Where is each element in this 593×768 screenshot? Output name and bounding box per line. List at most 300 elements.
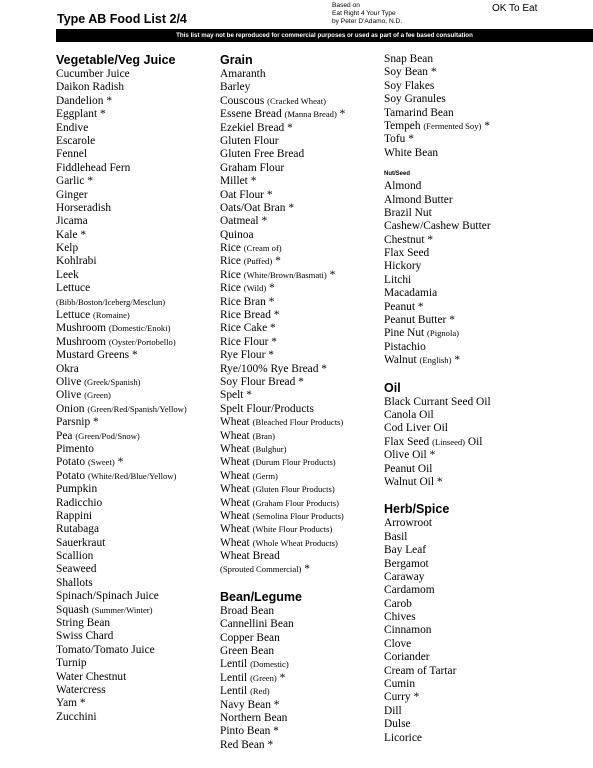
star-marker: *	[484, 119, 490, 132]
food-name: Olive	[56, 375, 82, 388]
food-item	[220, 376, 382, 389]
food-item	[56, 309, 216, 322]
food-item	[384, 651, 584, 664]
food-item	[56, 657, 216, 670]
star-marker: *	[449, 314, 455, 327]
food-item	[384, 463, 584, 476]
food-item	[384, 247, 584, 260]
food-name: Tofu	[384, 133, 406, 146]
food-name: Litchi	[384, 273, 412, 286]
star-marker: *	[288, 201, 295, 214]
food-item	[384, 732, 584, 745]
food-name: Rye Flour	[220, 349, 266, 362]
food-item	[56, 590, 216, 603]
food-qualifier: (Manna Bread)	[284, 109, 337, 120]
food-item	[56, 443, 216, 456]
food-item	[56, 81, 216, 94]
food-name: Oatmeal	[220, 215, 259, 228]
food-name: Mustard Greens	[56, 349, 130, 362]
food-name: Soy Flour Bread	[220, 375, 296, 388]
star-marker: *	[261, 215, 268, 228]
food-qualifier: (Puffed)	[243, 256, 273, 267]
food-name: Rappini	[56, 509, 93, 522]
food-name: Soy Flakes	[384, 79, 435, 92]
food-qualifier: (Germ)	[252, 470, 278, 481]
food-qualifier: (White/Red/Blue/Yellow)	[87, 470, 177, 481]
food-qualifier: (White/Brown/Basmati)	[243, 269, 327, 280]
food-item	[56, 376, 216, 389]
food-item	[56, 336, 216, 349]
source-credit	[332, 2, 402, 27]
food-item	[220, 108, 382, 121]
food-name: Cumin	[384, 678, 416, 691]
food-name: String Bean	[56, 617, 111, 630]
food-qualifier: (Bran)	[252, 430, 276, 441]
food-item	[384, 314, 584, 327]
food-name: Swiss Chard	[56, 630, 114, 643]
star-marker: *	[339, 108, 346, 121]
food-qualifier: (Durum Flour Products)	[252, 457, 336, 468]
food-qualifier: (Summer/Winter)	[91, 604, 153, 615]
food-item	[384, 678, 584, 691]
food-name: Wheat	[220, 483, 250, 496]
star-marker: *	[298, 375, 304, 388]
food-item	[220, 175, 382, 188]
food-item	[384, 147, 584, 160]
food-name: Potato	[56, 456, 86, 469]
food-name: Watercress	[56, 683, 106, 696]
page-title: Type AB Food List 2/4	[57, 12, 187, 26]
food-name: Rice Bread	[220, 309, 271, 322]
food-item	[220, 389, 382, 402]
food-name: Olive Oil	[384, 449, 427, 462]
food-item	[56, 68, 216, 81]
food-name: Essene Bread	[220, 108, 282, 121]
food-item	[220, 242, 382, 255]
food-item	[384, 436, 584, 449]
food-item	[384, 544, 584, 557]
food-name: Eggplant	[56, 108, 98, 121]
food-item	[220, 81, 382, 94]
food-item	[384, 665, 584, 678]
food-item	[220, 296, 382, 309]
food-name: Parsnip	[56, 416, 91, 429]
food-item	[56, 483, 216, 496]
star-marker: *	[408, 133, 414, 146]
star-marker: *	[273, 309, 280, 322]
star-marker: *	[87, 175, 94, 188]
food-name: Shallots	[56, 576, 93, 589]
food-item	[56, 349, 216, 362]
food-name: Wheat	[220, 469, 250, 482]
food-qualifier: (Gluten Flour Products)	[252, 484, 335, 495]
food-qualifier: (Green)	[84, 390, 111, 401]
food-name: Basil	[384, 530, 408, 543]
food-name: Mushroom	[56, 335, 106, 348]
food-item	[56, 122, 216, 135]
food-name: Almond	[384, 180, 422, 193]
food-name: Soy Granules	[384, 93, 446, 106]
food-item	[384, 234, 584, 247]
food-qualifier: (Red)	[250, 686, 270, 697]
food-item	[56, 604, 216, 617]
food-item	[384, 354, 584, 367]
food-qualifier: (Domestic)	[250, 659, 289, 670]
food-item	[384, 422, 584, 435]
food-name: Ginger	[56, 188, 88, 201]
food-name: Kale	[56, 228, 78, 241]
food-item	[220, 309, 382, 322]
food-item	[384, 409, 584, 422]
food-name: Ezekiel Bread	[220, 121, 285, 134]
food-item	[56, 523, 216, 536]
food-name: Couscous	[220, 94, 265, 107]
section-heading-grain: Grain	[220, 53, 253, 67]
food-name: Wheat	[220, 496, 250, 509]
star-marker: *	[429, 449, 436, 462]
food-item	[220, 443, 382, 456]
food-item	[384, 558, 584, 571]
food-item	[56, 95, 216, 108]
star-marker: *	[267, 738, 274, 751]
food-qualifier: (Green/Red/Spanish/Yellow)	[87, 403, 187, 414]
food-item	[384, 584, 584, 597]
food-name: Wheat	[220, 429, 250, 442]
food-qualifier: (Oyster/Portobello)	[108, 336, 176, 347]
food-item	[384, 93, 584, 106]
food-name: Canola Oil	[384, 408, 434, 421]
food-column-2	[220, 52, 382, 752]
food-item	[220, 712, 382, 725]
food-qualifier: (Sprouted Commercial)	[220, 564, 302, 575]
food-name: Tomato/Tomato Juice	[56, 643, 155, 656]
food-name: Cannellini Bean	[220, 618, 294, 631]
star-marker: *	[273, 725, 279, 738]
food-name: Seaweed	[56, 563, 97, 576]
food-item	[56, 162, 216, 175]
food-name: Scallion	[56, 550, 94, 563]
food-item	[56, 630, 216, 643]
food-item	[56, 189, 216, 202]
star-marker: *	[246, 389, 252, 402]
food-name: Cucumber Juice	[56, 68, 130, 80]
star-marker: *	[436, 475, 443, 488]
food-item	[384, 517, 584, 530]
food-name: Bergamot	[384, 557, 429, 570]
food-item	[220, 699, 382, 712]
food-name: Caraway	[384, 570, 425, 583]
food-item	[384, 327, 584, 340]
food-item	[384, 531, 584, 544]
food-qualifier: (English)	[419, 355, 452, 366]
star-marker: *	[131, 349, 138, 362]
food-qualifier: (Bibb/Boston/Iceberg/Mesclun)	[56, 296, 166, 307]
food-item	[220, 523, 382, 536]
food-item	[56, 322, 216, 335]
food-name: Bay Leaf	[384, 544, 427, 557]
food-item	[220, 645, 382, 658]
food-name: Kelp	[56, 242, 79, 255]
food-qualifier: (Cream of)	[243, 243, 282, 254]
food-name: Water Chestnut	[56, 670, 127, 683]
star-marker: *	[266, 188, 273, 201]
food-name: Fennel	[56, 148, 88, 161]
food-item	[220, 148, 382, 161]
food-item	[56, 202, 216, 215]
food-name: Walnut Oil	[384, 475, 435, 488]
food-item	[220, 685, 382, 698]
food-item	[220, 403, 382, 416]
food-item	[220, 456, 382, 469]
food-name: Rice	[220, 268, 241, 281]
food-name: Jicama	[56, 215, 88, 228]
food-name: Lentil	[220, 658, 248, 671]
source-credit-line: Eat Right 4 Your Type	[332, 10, 396, 18]
food-item	[384, 274, 584, 287]
food-name: Wheat	[220, 523, 250, 536]
star-marker: *	[99, 108, 106, 121]
food-item	[220, 632, 382, 645]
star-marker: *	[93, 416, 99, 429]
food-item	[56, 148, 216, 161]
food-column-1	[56, 52, 216, 724]
food-qualifier: (Romaine)	[93, 310, 130, 321]
food-qualifier: (Cracked Wheat)	[267, 95, 326, 106]
food-item	[384, 301, 584, 314]
food-name: Lentil	[220, 685, 248, 698]
food-qualifier: (Semolina Flour Products)	[252, 510, 344, 521]
food-name: Spelt	[220, 389, 244, 402]
food-name: Lentil	[220, 671, 248, 684]
food-item	[384, 53, 584, 66]
source-credit-line: Based on	[332, 2, 360, 9]
food-item	[220, 336, 382, 349]
food-name: Horseradish	[56, 201, 112, 214]
star-marker: *	[321, 362, 327, 375]
food-item	[56, 416, 216, 429]
food-name: Onion	[56, 402, 85, 415]
star-marker: *	[250, 175, 257, 188]
food-name: Black Currant Seed Oil	[384, 395, 491, 408]
food-item	[220, 618, 382, 631]
food-item	[56, 135, 216, 148]
food-name: Garlic	[56, 175, 85, 188]
food-item	[220, 349, 382, 362]
food-name: Northern Bean	[220, 711, 288, 724]
star-marker: *	[287, 121, 293, 134]
food-item	[220, 122, 382, 135]
food-item	[384, 718, 584, 731]
food-item	[220, 725, 382, 738]
food-name: Spelt Flour/Products	[220, 402, 314, 415]
food-qualifier: (Linseed)	[432, 436, 466, 447]
food-name: Dill	[384, 704, 402, 717]
food-name: Squash	[56, 603, 89, 616]
food-item	[220, 202, 382, 215]
food-name: Walnut	[384, 354, 417, 367]
food-qualifier: (Domestic/Enoki)	[108, 323, 171, 334]
food-item	[56, 108, 216, 121]
food-name: Rice	[220, 255, 241, 268]
food-name: Millet	[220, 175, 248, 188]
section-spacer	[384, 368, 584, 380]
food-item	[56, 255, 216, 268]
food-name: Tamarind Bean	[384, 106, 454, 119]
star-marker: *	[413, 691, 420, 704]
food-item	[220, 135, 382, 148]
food-item	[384, 107, 584, 120]
food-name: Pea	[56, 429, 73, 442]
food-item	[384, 396, 584, 409]
food-name: Rye/100% Rye Bread	[220, 362, 319, 375]
food-name: Oat Flour	[220, 188, 264, 201]
section-heading-oil: Oil	[384, 380, 401, 395]
food-suffix: Oil	[467, 435, 483, 448]
food-name: Wheat	[220, 536, 250, 549]
star-marker: *	[454, 354, 461, 367]
food-item	[384, 476, 584, 489]
food-item	[56, 697, 216, 710]
food-item	[220, 470, 382, 483]
section-spacer	[220, 577, 382, 589]
food-item	[56, 577, 216, 590]
food-item	[220, 229, 382, 242]
food-name: Olive	[56, 389, 82, 402]
food-item	[384, 691, 584, 704]
food-name: Green Bean	[220, 645, 275, 658]
food-item	[384, 80, 584, 93]
food-item	[56, 684, 216, 697]
food-name: Dandelion	[56, 94, 104, 107]
food-name: Cashew/Cashew Butter	[384, 220, 491, 233]
food-name: Lettuce	[56, 282, 91, 295]
food-name: Flax Seed	[384, 247, 430, 260]
ok-to-eat-label: OK To Eat	[492, 3, 538, 14]
food-name: Cinnamon	[384, 624, 432, 637]
food-name: Curry	[384, 691, 411, 704]
food-qualifier: (Sweet)	[87, 457, 115, 468]
food-item	[220, 215, 382, 228]
food-name: Brazil Nut	[384, 206, 432, 219]
food-name: Coriander	[384, 651, 430, 664]
food-name: Snap Bean	[384, 53, 434, 65]
food-name: Dulse	[384, 718, 411, 731]
food-item	[56, 644, 216, 657]
food-name: Peanut Butter	[384, 314, 447, 327]
section-heading-vegetable-veg-juice: Vegetable/Veg Juice	[56, 53, 176, 67]
food-item	[384, 133, 584, 146]
food-qualifier: (White Flour Products)	[252, 524, 333, 535]
food-name: Cod Liver Oil	[384, 422, 448, 435]
food-item	[56, 537, 216, 550]
food-item	[56, 389, 216, 402]
star-marker: *	[271, 335, 277, 348]
food-item	[384, 624, 584, 637]
food-item	[220, 416, 382, 429]
food-name: Licorice	[384, 731, 422, 744]
food-name: Wheat Bread	[220, 550, 280, 563]
food-name: Cardamom	[384, 584, 435, 597]
food-name: Rice Flour	[220, 335, 269, 348]
food-name: Oats/Oat Bran	[220, 201, 286, 214]
star-marker: *	[329, 268, 336, 281]
food-item	[56, 175, 216, 188]
star-marker: *	[275, 255, 281, 268]
source-credit-line: by Peter D'Adamo, N.D.	[332, 18, 403, 26]
section-heading-bean-legume: Bean/Legume	[220, 589, 302, 604]
food-item	[56, 470, 216, 483]
food-qualifier: (Pignola)	[427, 328, 460, 339]
star-marker: *	[304, 563, 310, 576]
star-marker: *	[427, 233, 434, 246]
star-marker: *	[268, 295, 275, 308]
food-item	[56, 363, 216, 376]
food-name: Endive	[56, 121, 89, 134]
food-item	[56, 269, 216, 282]
star-marker: *	[279, 671, 286, 684]
star-marker: *	[430, 66, 437, 79]
food-name: Wheat	[220, 442, 250, 455]
food-item	[56, 403, 216, 416]
food-item	[220, 282, 382, 295]
food-item	[384, 120, 584, 133]
food-item	[220, 68, 382, 81]
star-marker: *	[270, 322, 276, 335]
food-item	[56, 242, 216, 255]
food-name: Broad Bean	[220, 604, 275, 617]
food-name: Peanut	[384, 300, 416, 313]
food-name: Navy Bean	[220, 698, 271, 711]
star-marker: *	[273, 698, 280, 711]
food-name: Yam	[56, 697, 78, 710]
food-name: Spinach/Spinach Juice	[56, 590, 159, 603]
star-marker: *	[268, 349, 274, 362]
section-heading-herb-spice: Herb/Spice	[384, 502, 450, 517]
food-name: Copper Bean	[220, 631, 280, 644]
food-name: Pinto Bean	[220, 725, 271, 738]
food-item	[220, 658, 382, 671]
food-qualifier: (Wild)	[243, 283, 267, 294]
food-name: Macadamia	[384, 287, 438, 300]
food-name: Pumpkin	[56, 483, 98, 496]
food-item	[56, 296, 216, 309]
food-name: Wheat	[220, 456, 250, 469]
food-qualifier: (Bleached Flour Products)	[252, 417, 344, 428]
food-qualifier: (Fermented Soy)	[423, 120, 482, 131]
food-name: Pine Nut	[384, 327, 425, 340]
food-item	[220, 605, 382, 618]
food-item	[384, 207, 584, 220]
food-item	[220, 739, 382, 752]
food-name: Radicchio	[56, 496, 103, 509]
food-name: Tempeh	[384, 119, 421, 132]
food-item	[56, 671, 216, 684]
food-name: Wheat	[220, 416, 250, 429]
food-item	[384, 449, 584, 462]
star-marker: *	[269, 282, 275, 295]
food-name: Rice Bran	[220, 295, 266, 308]
food-name: Turnip	[56, 657, 87, 670]
food-name: Kohlrabi	[56, 255, 97, 268]
food-item	[220, 322, 382, 335]
food-item	[220, 363, 382, 376]
food-item	[220, 162, 382, 175]
food-item	[220, 255, 382, 268]
food-item	[384, 611, 584, 624]
star-marker: *	[106, 94, 113, 107]
food-name: Cream of Tartar	[384, 664, 457, 677]
food-item	[220, 430, 382, 443]
